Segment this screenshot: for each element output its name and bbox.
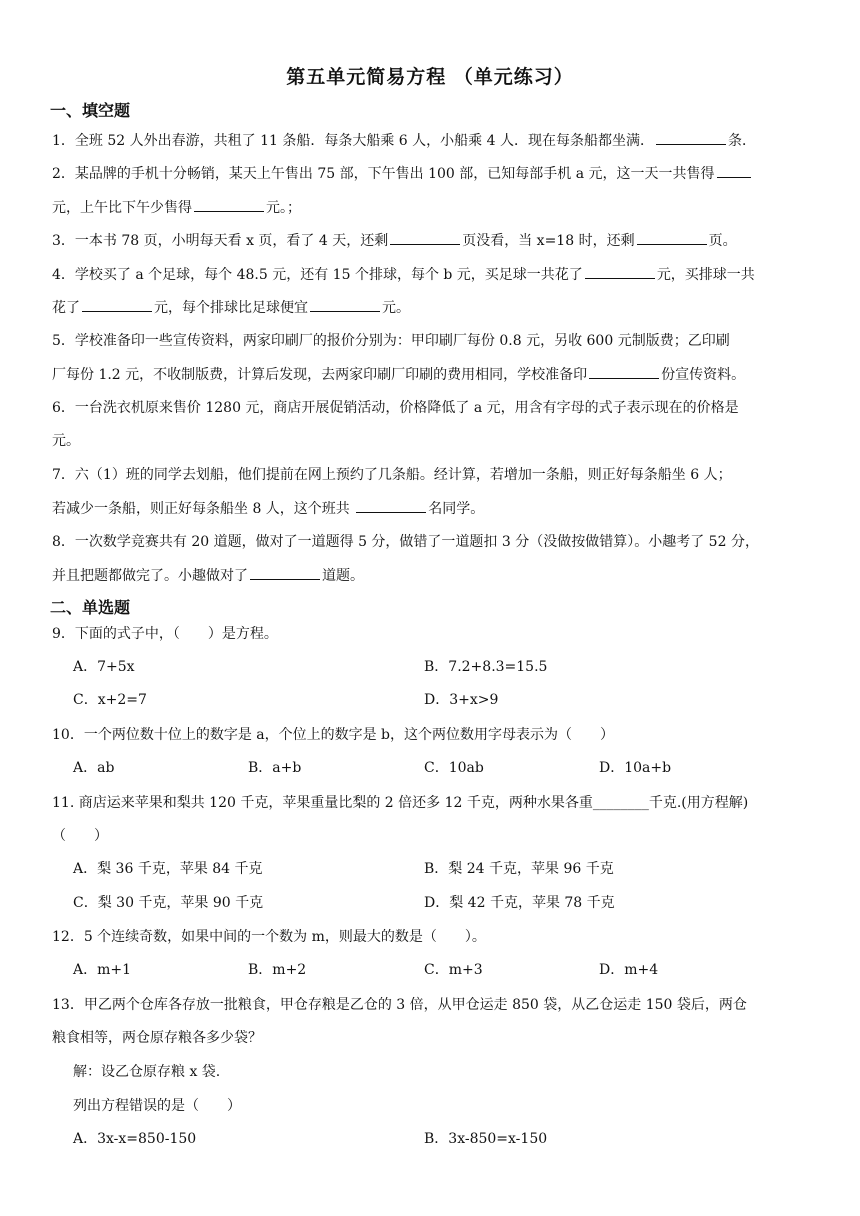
answer-blank[interactable] (250, 565, 320, 580)
question-1: 1．全班 52 人外出春游，共租了 11 条船．每条大船乘 6 人，小船乘 4 人．现在每条船都坐满． 条． (52, 130, 818, 151)
answer-blank[interactable] (637, 230, 707, 245)
question-12: 12．5 个连续奇数，如果中间的一个数为 m，则最大的数是（ ）。 (52, 929, 486, 945)
question-2-continued: 元，上午比下午少售得 元。； (52, 197, 818, 218)
answer-blank[interactable] (310, 297, 380, 312)
section-single-choice-heading: 二、单选题 (50, 598, 131, 617)
answer-blank[interactable] (585, 264, 655, 279)
option-11-c[interactable]: C．梨 30 千克，苹果 90 千克 (73, 895, 264, 911)
option-12-a[interactable]: A．m+1 (73, 962, 132, 978)
question-4: 4．学校买了 a 个足球，每个 48.5 元，还有 15 个排球，每个 b 元，买足球一共花了 元，买排球一共 (52, 264, 818, 285)
answer-blank[interactable] (656, 130, 726, 145)
option-10-b[interactable]: B．a+b (248, 760, 302, 776)
question-13-solution: 解：设乙仓原存粮 x 袋. (73, 1064, 221, 1080)
option-12-c[interactable]: C．m+3 (424, 962, 483, 978)
option-12-d[interactable]: D．m+4 (599, 962, 659, 978)
option-10-d[interactable]: D．10a+b (599, 760, 672, 776)
option-10-a[interactable]: A．ab (73, 760, 115, 776)
question-7-continued: 若减少一条船，则正好每条船坐 8 人，这个班共 名同学。 (52, 498, 818, 519)
answer-blank[interactable] (356, 498, 426, 513)
option-13-a[interactable]: A．3x-x=850-150 (73, 1131, 197, 1147)
question-5-continued: 厂每份 1.2 元，不收制版费，计算后发现，去两家印刷厂印刷的费用相同，学校准备印 份宣传资料。 (52, 364, 818, 385)
answer-blank[interactable] (717, 163, 751, 178)
question-5: 5．学校准备印一些宣传资料，两家印刷厂的报价分别为：甲印刷厂每份 0.8 元，另收 600 元制版费；乙印刷 (52, 333, 730, 349)
answer-blank[interactable] (589, 364, 659, 379)
worksheet-title: 第五单元简易方程 （单元练习） (286, 66, 574, 88)
question-9: 9．下面的式子中，（ ）是方程。 (52, 626, 278, 642)
answer-blank[interactable] (194, 197, 264, 212)
question-8: 8．一次数学竞赛共有 20 道题，做对了一道题得 5 分，做错了一道题扣 3 分（没做按做错算）。小趣考了 52 分， (52, 534, 759, 550)
option-12-b[interactable]: B．m+2 (248, 962, 307, 978)
question-13-continued: 粮食相等，两仓原存粮各多少袋？ (52, 1030, 262, 1046)
question-4-continued: 花了 元，每个排球比足球便宜 元。 (52, 297, 818, 318)
question-11: 11. 商店运来苹果和梨共 120 千克，苹果重量比梨的 2 倍还多 12 千克，两种水果各重________千克.(用方程解) (52, 795, 749, 811)
question-8-continued: 并且把题都做完了。小趣做对了 道题。 (52, 565, 818, 586)
question-11-continued: （ ） (52, 828, 108, 844)
question-7: 7．六（1）班的同学去划船，他们提前在网上预约了几条船。经计算，若增加一条船，则正好每条船坐 6 人； (52, 467, 732, 483)
answer-blank[interactable] (390, 230, 460, 245)
option-11-b[interactable]: B．梨 24 千克，苹果 96 千克 (424, 861, 614, 877)
option-9-d[interactable]: D．3+x>9 (424, 692, 499, 708)
question-13: 13．甲乙两个仓库各存放一批粮食，甲仓存粮是乙仓的 3 倍，从甲仓运走 850 袋，从乙仓运走 150 袋后，两仓 (52, 997, 747, 1013)
option-9-c[interactable]: C．x+2=7 (73, 692, 147, 708)
option-10-c[interactable]: C．10ab (424, 760, 484, 776)
question-3: 3．一本书 78 页，小明每天看 x 页，看了 4 天，还剩 页没看，当 x=18 时，还剩 页。 (52, 230, 818, 251)
question-6-continued: 元。 (52, 433, 80, 449)
question-10: 10．一个两位数十位上的数字是 a，个位上的数字是 b，这个两位数用字母表示为（ ） (52, 727, 615, 743)
option-9-b[interactable]: B．7.2+8.3=15.5 (424, 659, 548, 675)
question-13-prompt: 列出方程错误的是（ ） (73, 1098, 241, 1114)
option-11-a[interactable]: A．梨 36 千克，苹果 84 千克 (73, 861, 263, 877)
question-6: 6．一台洗衣机原来售价 1280 元，商店开展促销活动，价格降低了 a 元，用含有字母的式子表示现在的价格是 (52, 400, 739, 416)
option-11-d[interactable]: D．梨 42 千克，苹果 78 千克 (424, 895, 615, 911)
answer-blank[interactable] (82, 297, 152, 312)
section-fill-blank-heading: 一、填空题 (50, 101, 131, 120)
question-2: 2．某品牌的手机十分畅销，某天上午售出 75 部，下午售出 100 部，已知每部手机 a 元，这一天一共售得 (52, 163, 818, 184)
option-13-b[interactable]: B．3x-850=x-150 (424, 1131, 548, 1147)
option-9-a[interactable]: A．7+5x (73, 659, 135, 675)
